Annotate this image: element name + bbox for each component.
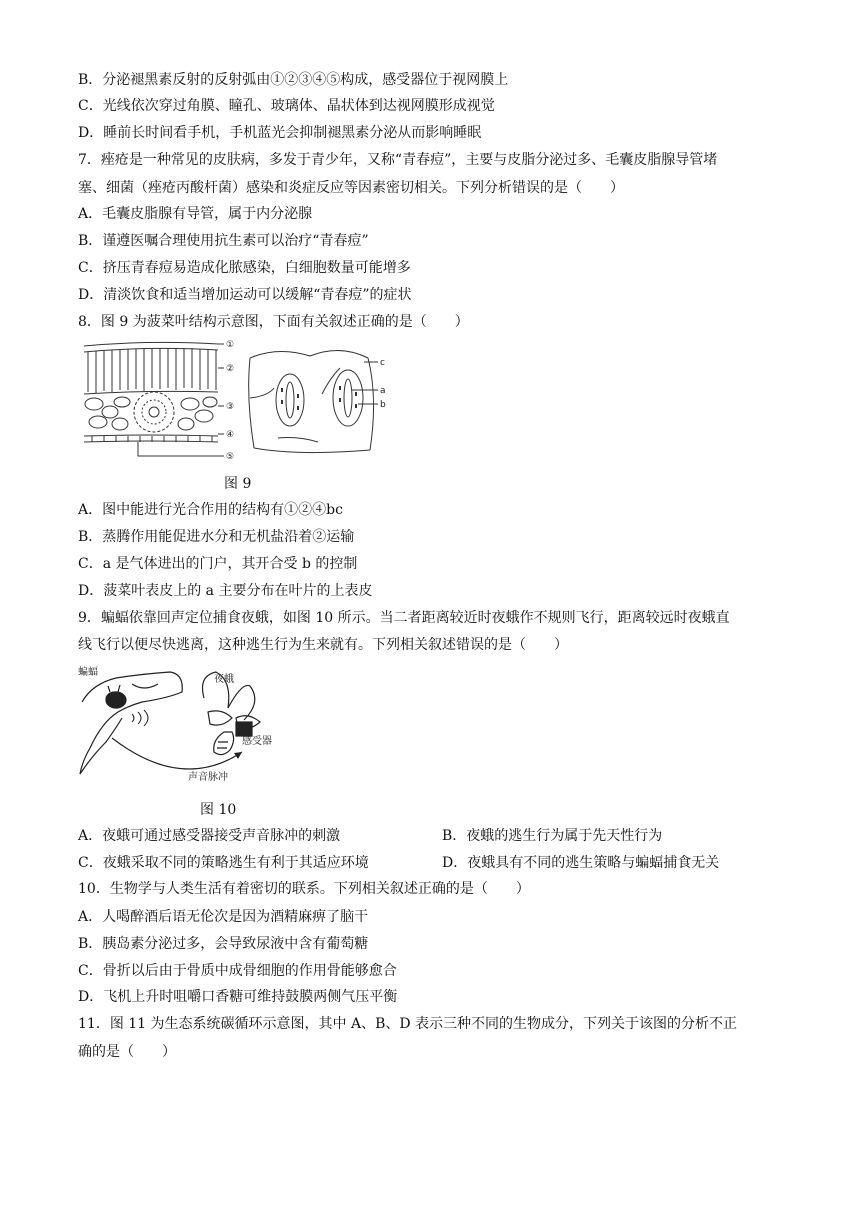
q9-option-d: D．夜蛾具有不同的逃生策略与蝙蝠捕食无关 [442,855,720,871]
q6-option-c: C．光线依次穿过角膜、瞳孔、玻璃体、晶状体到达视网膜形成视觉 [78,98,495,114]
fig9-label-a: a [380,386,386,396]
palisade-layer [84,348,218,394]
fig9-label-2: ② [226,364,235,374]
q11-stem-line2: 确的是（ ） [78,1044,176,1060]
figure-9-caption: 图 9 [224,476,252,492]
fig10-receptor-label: 感受器 [242,736,272,747]
q7-stem-line2: 塞、细菌（痤疮丙酸杆菌）感染和炎症反应等因素密切相关。下列分析错误的是（ ） [78,180,624,196]
q8-stem: 8．图 9 为菠菜叶结构示意图，下面有关叙述正确的是（ ） [78,314,469,330]
q9-stem-line1: 9．蝙蝠依靠回声定位捕食夜蛾，如图 10 所示。当二者距离较近时夜蛾作不规则飞行，距离较远时夜蛾直 [78,610,730,626]
q6-option-b: B．分泌褪黑素反射的反射弧由①②③④⑤构成，感受器位于视网膜上 [78,72,509,88]
vein-bundle [134,392,174,432]
q7-option-d: D．清淡饮食和适当增加运动可以缓解“青春痘”的症状 [78,287,412,303]
q8-option-b: B．蒸腾作用能促进水分和无机盐沿着②运输 [78,529,355,545]
q11-stem-line1: 11．图 11 为生态系统碳循环示意图，其中 A、B、D 表示三种不同的生物成分，下列关于该图的分析不正 [78,1016,738,1032]
guard-cell-right [333,370,363,426]
q10-option-b: B．胰岛素分泌过多，会导致尿液中含有葡萄糖 [78,936,369,952]
q9-option-c: C．夜蛾采取不同的策略逃生有利于其适应环境 [78,855,369,871]
guard-cell-left [276,374,304,426]
stomata-epidermis-view [249,350,378,452]
fig9-label-c: c [380,358,385,368]
fig9-label-1: ① [226,340,235,350]
q7-option-c: C．挤压青春痘易造成化脓感染，白细胞数量可能增多 [78,260,411,276]
q7-option-b: B．谨遵医嘱合理使用抗生素可以治疗“青春痘” [78,233,369,249]
spongy-layer [85,397,217,430]
fig10-bat-label: 蝙蝠 [78,667,98,678]
q9-option-a: A．夜蛾可通过感受器接受声音脉冲的刺激 [78,828,341,844]
fig9-label-3: ③ [226,402,235,412]
fig9-label-4: ④ [226,430,235,440]
q6-option-d: D．睡前长时间看手机，手机蓝光会抑制褪黑素分泌从而影响睡眠 [78,125,482,141]
q7-stem-line1: 7．痤疮是一种常见的皮肤病，多发于青少年，又称“青春痘”，主要与皮脂分泌过多、毛囊皮脂腺导管堵 [78,152,718,168]
fig10-pulse-label: 声音脉冲 [188,772,228,783]
leaf-cross-section [84,342,224,456]
fig9-label-5: ⑤ [226,452,235,462]
q10-stem: 10．生物学与人类生活有着密切的联系。下列相关叙述正确的是（ ） [78,881,530,897]
q10-option-d: D．飞机上升时咀嚼口香糖可维持鼓膜两侧气压平衡 [78,989,398,1005]
q9-stem-line2: 线飞行以便尽快逃离，这种逃生行为生来就有。下列相关叙述错误的是（ ） [78,637,568,653]
q9-option-b: B．夜蛾的逃生行为属于先天性行为 [442,828,663,844]
figure-9-leaf-structure [78,338,398,468]
pulse-arrow [112,738,242,769]
fig10-moth-label: 夜蛾 [214,674,234,685]
q10-option-a: A．人喝醉酒后语无伦次是因为酒精麻痹了脑干 [78,909,369,925]
q8-option-d: D．菠菜叶表皮上的 a 主要分布在叶片的上表皮 [78,583,373,599]
figure-10-caption: 图 10 [200,802,237,818]
bat-drawing [80,672,182,774]
q10-option-c: C．骨折以后由于骨质中成骨细胞的作用骨能够愈合 [78,963,397,979]
sound-waves [132,710,148,726]
figure-10-bat-moth [72,662,302,792]
q8-option-c: C．a 是气体进出的门户，其开合受 b 的控制 [78,556,358,572]
q8-option-a: A．图中能进行光合作用的结构有①②④bc [78,502,343,518]
q7-option-a: A．毛囊皮脂腺有导管，属于内分泌腺 [78,206,313,222]
fig9-label-b: b [380,400,386,410]
